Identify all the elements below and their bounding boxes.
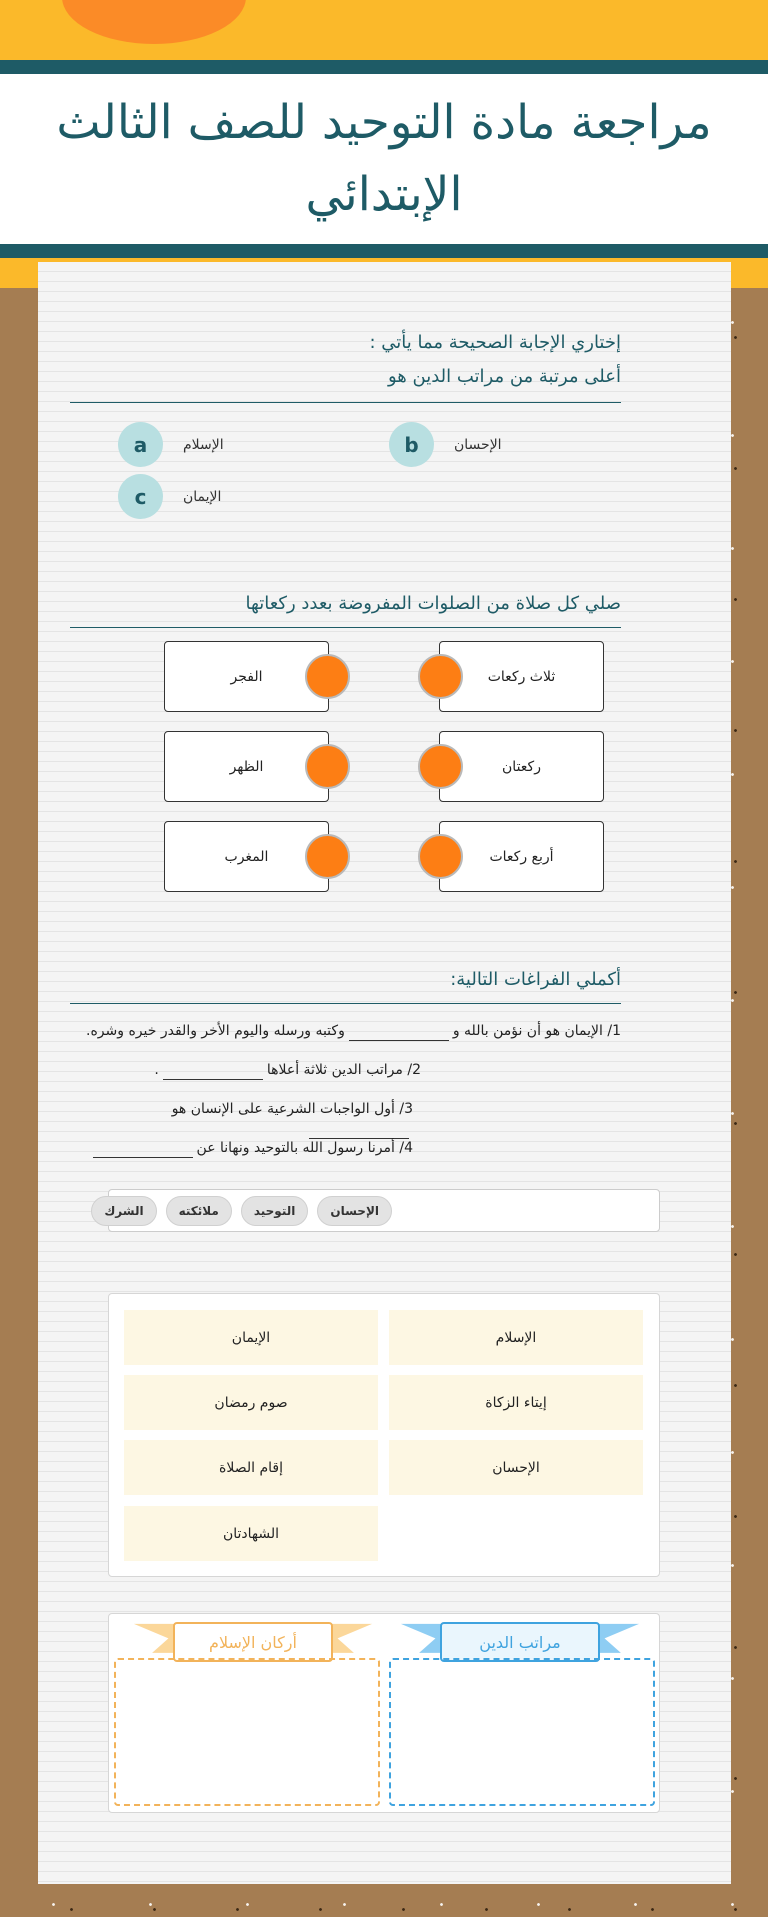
sort-tile-1[interactable]: الإسلام: [389, 1310, 643, 1365]
option-b[interactable]: [389, 422, 502, 467]
question-1: [70, 326, 621, 403]
header-band: [0, 0, 768, 60]
sort-tile-4[interactable]: صوم رمضان: [124, 1375, 378, 1430]
fill-line-2-after: .: [154, 1062, 159, 1078]
match-right-1[interactable]: [439, 641, 604, 712]
option-a[interactable]: [118, 422, 224, 467]
fill-line-1: [70, 1021, 621, 1041]
match-right-3-label: أربع ركعات: [489, 848, 554, 865]
match-left-1-label: الفجر: [230, 668, 263, 685]
blank-2[interactable]: [163, 1079, 263, 1080]
option-c-letter: c: [118, 474, 163, 519]
sort-tile-2[interactable]: الإيمان: [124, 1310, 378, 1365]
fill-line-3-before: 3/ أول الواجبات الشرعية على الإنسان هو: [171, 1101, 413, 1117]
match-left-3-label: المغرب: [224, 848, 269, 865]
fill-line-2-before: 2/ مراتب الدين ثلاثة أعلاها: [266, 1062, 421, 1078]
match-right-2-label: ركعتان: [502, 758, 541, 775]
option-a-label: الإسلام: [183, 436, 224, 453]
question-3: [70, 963, 621, 1004]
sun-decoration: [62, 0, 246, 44]
option-b-label: الإحسان: [454, 436, 502, 453]
page-title: مراجعة مادة التوحيد للصف الثالث الإبتدائي: [56, 95, 712, 222]
option-b-letter: b: [389, 422, 434, 467]
word-chip-4[interactable]: الشرك: [91, 1196, 156, 1226]
category-2-label: أركان الإسلام: [173, 1622, 333, 1662]
sort-categories-panel: [108, 1613, 660, 1813]
category-2-dropzone[interactable]: [114, 1658, 380, 1806]
fill-line-1-before: 1/ الإيمان هو أن نؤمن بالله و: [452, 1023, 621, 1039]
fill-line-1-after: وكتبه ورسله واليوم الأخر والقدر خيره وشره.: [86, 1023, 345, 1039]
category-1-label: مراتب الدين: [440, 1622, 600, 1662]
option-a-letter: a: [118, 422, 163, 467]
option-c-label: الإيمان: [183, 488, 222, 505]
category-1-dropzone[interactable]: [389, 1658, 655, 1806]
fill-line-2: [70, 1060, 621, 1080]
q1-instruction: إختاري الإجابة الصحيحة مما يأتي :: [369, 332, 621, 353]
word-bank: [104, 1189, 660, 1232]
category-banner-2: [122, 1622, 384, 1662]
match-left-2-label: الظهر: [229, 758, 264, 775]
title-block: [0, 60, 768, 258]
option-c[interactable]: [118, 474, 221, 519]
sort-tiles-panel: [108, 1293, 660, 1577]
word-chip-2[interactable]: التوحيد: [241, 1196, 309, 1226]
blank-4[interactable]: [93, 1157, 193, 1158]
match-left-3-dot[interactable]: [305, 834, 350, 879]
fill-line-4: [70, 1138, 621, 1158]
match-right-1-dot[interactable]: [418, 654, 463, 699]
sort-tile-6[interactable]: إقام الصلاة: [124, 1440, 378, 1495]
category-banner-1: [389, 1622, 651, 1662]
sort-tile-5[interactable]: الإحسان: [389, 1440, 643, 1495]
sort-tile-7[interactable]: الشهادتان: [124, 1506, 378, 1561]
match-left-1-dot[interactable]: [305, 654, 350, 699]
word-chip-1[interactable]: الإحسان: [317, 1196, 392, 1226]
q1-question: أعلى مرتبة من مراتب الدين هو: [70, 360, 621, 403]
q3-instruction: أكملي الفراغات التالية:: [70, 963, 621, 1004]
match-left-2-dot[interactable]: [305, 744, 350, 789]
match-right-3[interactable]: [439, 821, 604, 892]
match-right-2-dot[interactable]: [418, 744, 463, 789]
q2-instruction: صلي كل صلاة من الصلوات المفروضة بعدد ركعاتها: [70, 587, 621, 628]
question-2: [70, 587, 621, 628]
blank-1[interactable]: [349, 1040, 449, 1041]
match-right-2[interactable]: [439, 731, 604, 802]
fill-line-4-before: 4/ أمرنا رسول الله بالتوحيد ونهانا عن: [196, 1140, 413, 1156]
word-chip-3[interactable]: ملائكته: [166, 1196, 232, 1226]
match-right-3-dot[interactable]: [418, 834, 463, 879]
fill-line-3: [70, 1099, 621, 1139]
match-right-1-label: ثلاث ركعات: [487, 668, 556, 685]
sort-tile-3[interactable]: إيتاء الزكاة: [389, 1375, 643, 1430]
